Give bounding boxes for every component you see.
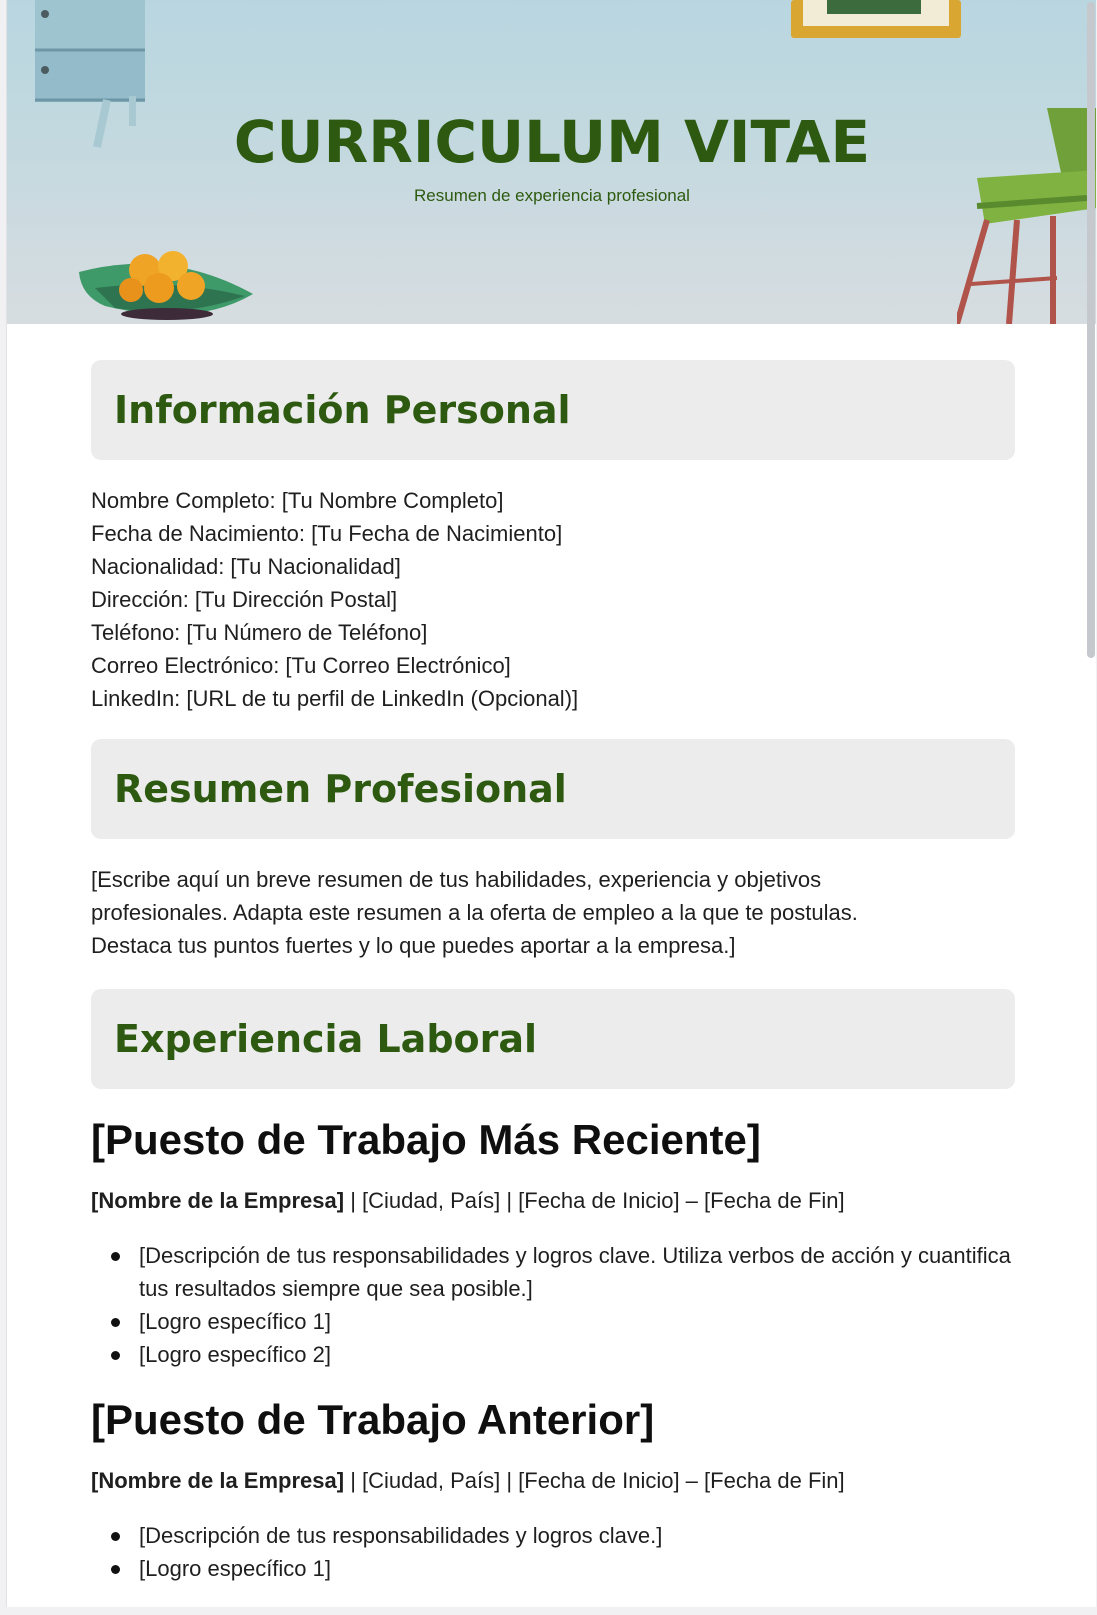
summary-line: Destaca tus puntos fuertes y lo que puedes aportar a la empresa.] xyxy=(91,933,736,958)
picture-frame-illustration xyxy=(787,0,967,46)
info-birth-date: Fecha de Nacimiento: [Tu Fecha de Nacimiento] xyxy=(91,521,563,546)
job-meta xyxy=(91,1184,1015,1217)
document-page xyxy=(6,0,1096,1607)
section-title-experience: Experiencia Laboral xyxy=(114,1017,538,1061)
summary-paragraph xyxy=(91,863,1015,962)
document-subtitle: Resumen de experiencia profesional xyxy=(414,186,690,205)
section-header-experience xyxy=(91,989,1015,1089)
info-phone: Teléfono: [Tu Número de Teléfono] xyxy=(91,620,428,645)
list-item: [Descripción de tus responsabilidades y logros clave.] xyxy=(91,1519,1015,1552)
list-item: [Logro específico 2] xyxy=(91,1338,1015,1371)
list-item: [Logro específico 1] xyxy=(91,1305,1015,1338)
section-title-summary: Resumen Profesional xyxy=(114,767,567,811)
job-location-dates: | [Ciudad, País] | [Fecha de Inicio] – [Fecha de Fin] xyxy=(344,1188,845,1213)
header-banner xyxy=(7,0,1096,324)
info-address: Dirección: [Tu Dirección Postal] xyxy=(91,587,398,612)
info-linkedin: LinkedIn: [URL de tu perfil de LinkedIn (Opcional)] xyxy=(91,686,579,711)
job-meta xyxy=(91,1464,1015,1497)
job-title: [Puesto de Trabajo Más Reciente] xyxy=(91,1116,761,1163)
scrollbar-track[interactable] xyxy=(1086,0,1096,1607)
job-location-dates: | [Ciudad, País] | [Fecha de Inicio] – [Fecha de Fin] xyxy=(344,1468,845,1493)
job-company: [Nombre de la Empresa] xyxy=(91,1188,345,1213)
scrollbar-thumb[interactable] xyxy=(1087,2,1095,658)
job-entry xyxy=(91,1114,1015,1371)
section-header-summary xyxy=(91,739,1015,839)
info-nationality: Nacionalidad: [Tu Nacionalidad] xyxy=(91,554,401,579)
list-item: [Logro específico 1] xyxy=(91,1552,1015,1585)
document-content xyxy=(91,360,1015,1585)
fruit-bowl-illustration xyxy=(75,248,265,324)
summary-line: profesionales. Adapta este resumen a la oferta de empleo a la que te postulas. xyxy=(91,900,858,925)
personal-info-list xyxy=(91,484,1015,715)
document-title: CURRICULUM VITAE xyxy=(233,108,871,176)
info-email: Correo Electrónico: [Tu Correo Electrónico] xyxy=(91,653,511,678)
job-bullet-list xyxy=(91,1519,1015,1585)
job-entry xyxy=(91,1394,1015,1585)
section-header-personal xyxy=(91,360,1015,460)
section-title-personal: Información Personal xyxy=(114,388,571,432)
job-bullet-list xyxy=(91,1239,1015,1371)
job-title: [Puesto de Trabajo Anterior] xyxy=(91,1396,655,1443)
job-company: [Nombre de la Empresa] xyxy=(91,1468,345,1493)
info-full-name: Nombre Completo: [Tu Nombre Completo] xyxy=(91,488,504,513)
list-item: [Descripción de tus responsabilidades y logros clave. Utiliza verbos de acción y cuantifica tus resultados siempre que sea posible.] xyxy=(91,1239,1015,1305)
summary-line: [Escribe aquí un breve resumen de tus habilidades, experiencia y objetivos xyxy=(91,867,822,892)
